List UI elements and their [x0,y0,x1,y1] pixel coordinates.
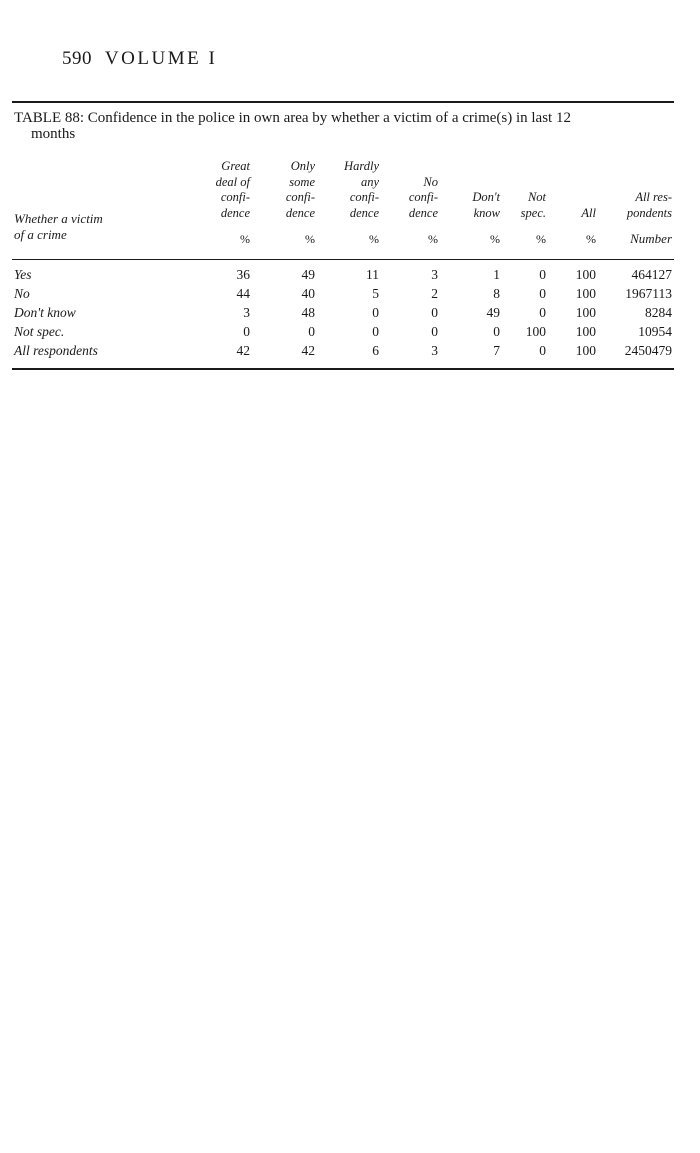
table-cell: 0 [372,305,379,320]
col-header-line: confi- [349,190,379,204]
col-header-all [581,206,596,222]
unit-dont-know: % [490,232,500,246]
running-head [62,48,217,70]
col-header-line: know [473,205,500,220]
col-header-line: confi- [285,190,315,204]
table-cell: 8284 [645,305,672,320]
table-cell: 42 [301,343,315,358]
col-header-great-deal [216,159,250,221]
col-header-line: Only [290,159,315,173]
table-cell: 0 [539,267,546,282]
table-cell: 100 [575,324,596,339]
row-header-line-2: of a crime [14,227,67,242]
col-header-line: pondents [626,205,672,220]
col-header-line: any [360,174,379,189]
unit-number: Number [630,231,672,246]
table-cell: 11 [366,267,379,282]
table-cell: 100 [575,286,596,301]
col-header-line: Not [527,190,546,204]
col-header-line: dence [349,205,379,220]
table-bottom-rule [12,368,674,370]
table-cell: 1967113 [625,286,672,301]
row-label: No [14,286,30,301]
table-cell: 1 [493,267,500,282]
col-header-line: All [581,205,596,220]
table-cell: 0 [372,324,379,339]
table-caption [14,110,674,142]
table-cell: 6 [372,343,379,358]
caption-line-2: months [31,126,76,142]
row-label: Don't know [14,305,76,320]
col-header-hardly-any [344,159,379,221]
table-cell: 49 [301,267,315,282]
table-cell: 2 [431,286,438,301]
table-top-rule [12,101,674,103]
table-cell: 0 [539,286,546,301]
table-cell: 3 [431,267,438,282]
page-number: 590 [62,48,92,69]
col-header-line: dence [220,205,250,220]
table-cell: 100 [575,305,596,320]
table-cell: 5 [372,286,379,301]
table-cell: 0 [308,324,315,339]
header-rule [12,259,674,260]
table-cell: 3 [431,343,438,358]
unit-all: % [586,232,596,246]
col-header-line: deal of [215,174,250,189]
col-header-line: dence [408,205,438,220]
col-header-line: dence [285,205,315,220]
table-cell: 49 [486,305,500,320]
table-cell: 7 [493,343,500,358]
col-header-line: Hardly [344,159,379,173]
table-cell: 40 [301,286,315,301]
table-cell: 8 [493,286,500,301]
table-cell: 0 [539,305,546,320]
col-header-line: spec. [520,205,546,220]
col-header-dont-know [472,190,500,221]
col-header-line: All res- [635,190,672,204]
row-label: Yes [14,267,32,282]
table-cell: 36 [236,267,250,282]
row-label: All respondents [14,343,98,358]
table-cell: 100 [575,343,596,358]
table-cell: 0 [243,324,250,339]
col-header-line: confi- [220,190,250,204]
table-cell: 0 [493,324,500,339]
running-head-title: VOLUME I [104,48,218,69]
table-cell: 100 [525,324,546,339]
row-header [14,211,103,243]
table-cell: 44 [236,286,250,301]
table-cell: 3 [243,305,250,320]
unit-hardly-any: % [369,232,379,246]
table-cell: 48 [301,305,315,320]
col-header-line: confi- [408,190,438,204]
unit-only-some: % [305,232,315,246]
col-header-only-some [286,159,315,221]
table-cell: 2450479 [624,343,672,358]
unit-great-deal: % [240,232,250,246]
row-label: Not spec. [14,324,65,339]
unit-not-spec: % [536,232,546,246]
col-header-no-confidence [409,175,438,222]
col-header-not-spec [521,190,546,221]
unit-no-confidence: % [428,232,438,246]
table-cell: 464127 [631,267,672,282]
table-cell: 42 [236,343,250,358]
caption-line-1: TABLE 88: Confidence in the police in own area by whether a victim of a crime(s) in last 12 [14,110,571,126]
row-header-line-1: Whether a victim [14,211,103,226]
table-cell: 100 [575,267,596,282]
col-header-line: Great [221,159,250,173]
col-header-line: some [289,174,315,189]
table-cell: 0 [431,324,438,339]
col-header-line: No [423,174,438,189]
table-cell: 0 [431,305,438,320]
col-header-all-respondents [627,190,672,221]
col-header-line: Don't [472,190,500,204]
table-cell: 10954 [638,324,672,339]
table-cell: 0 [539,343,546,358]
